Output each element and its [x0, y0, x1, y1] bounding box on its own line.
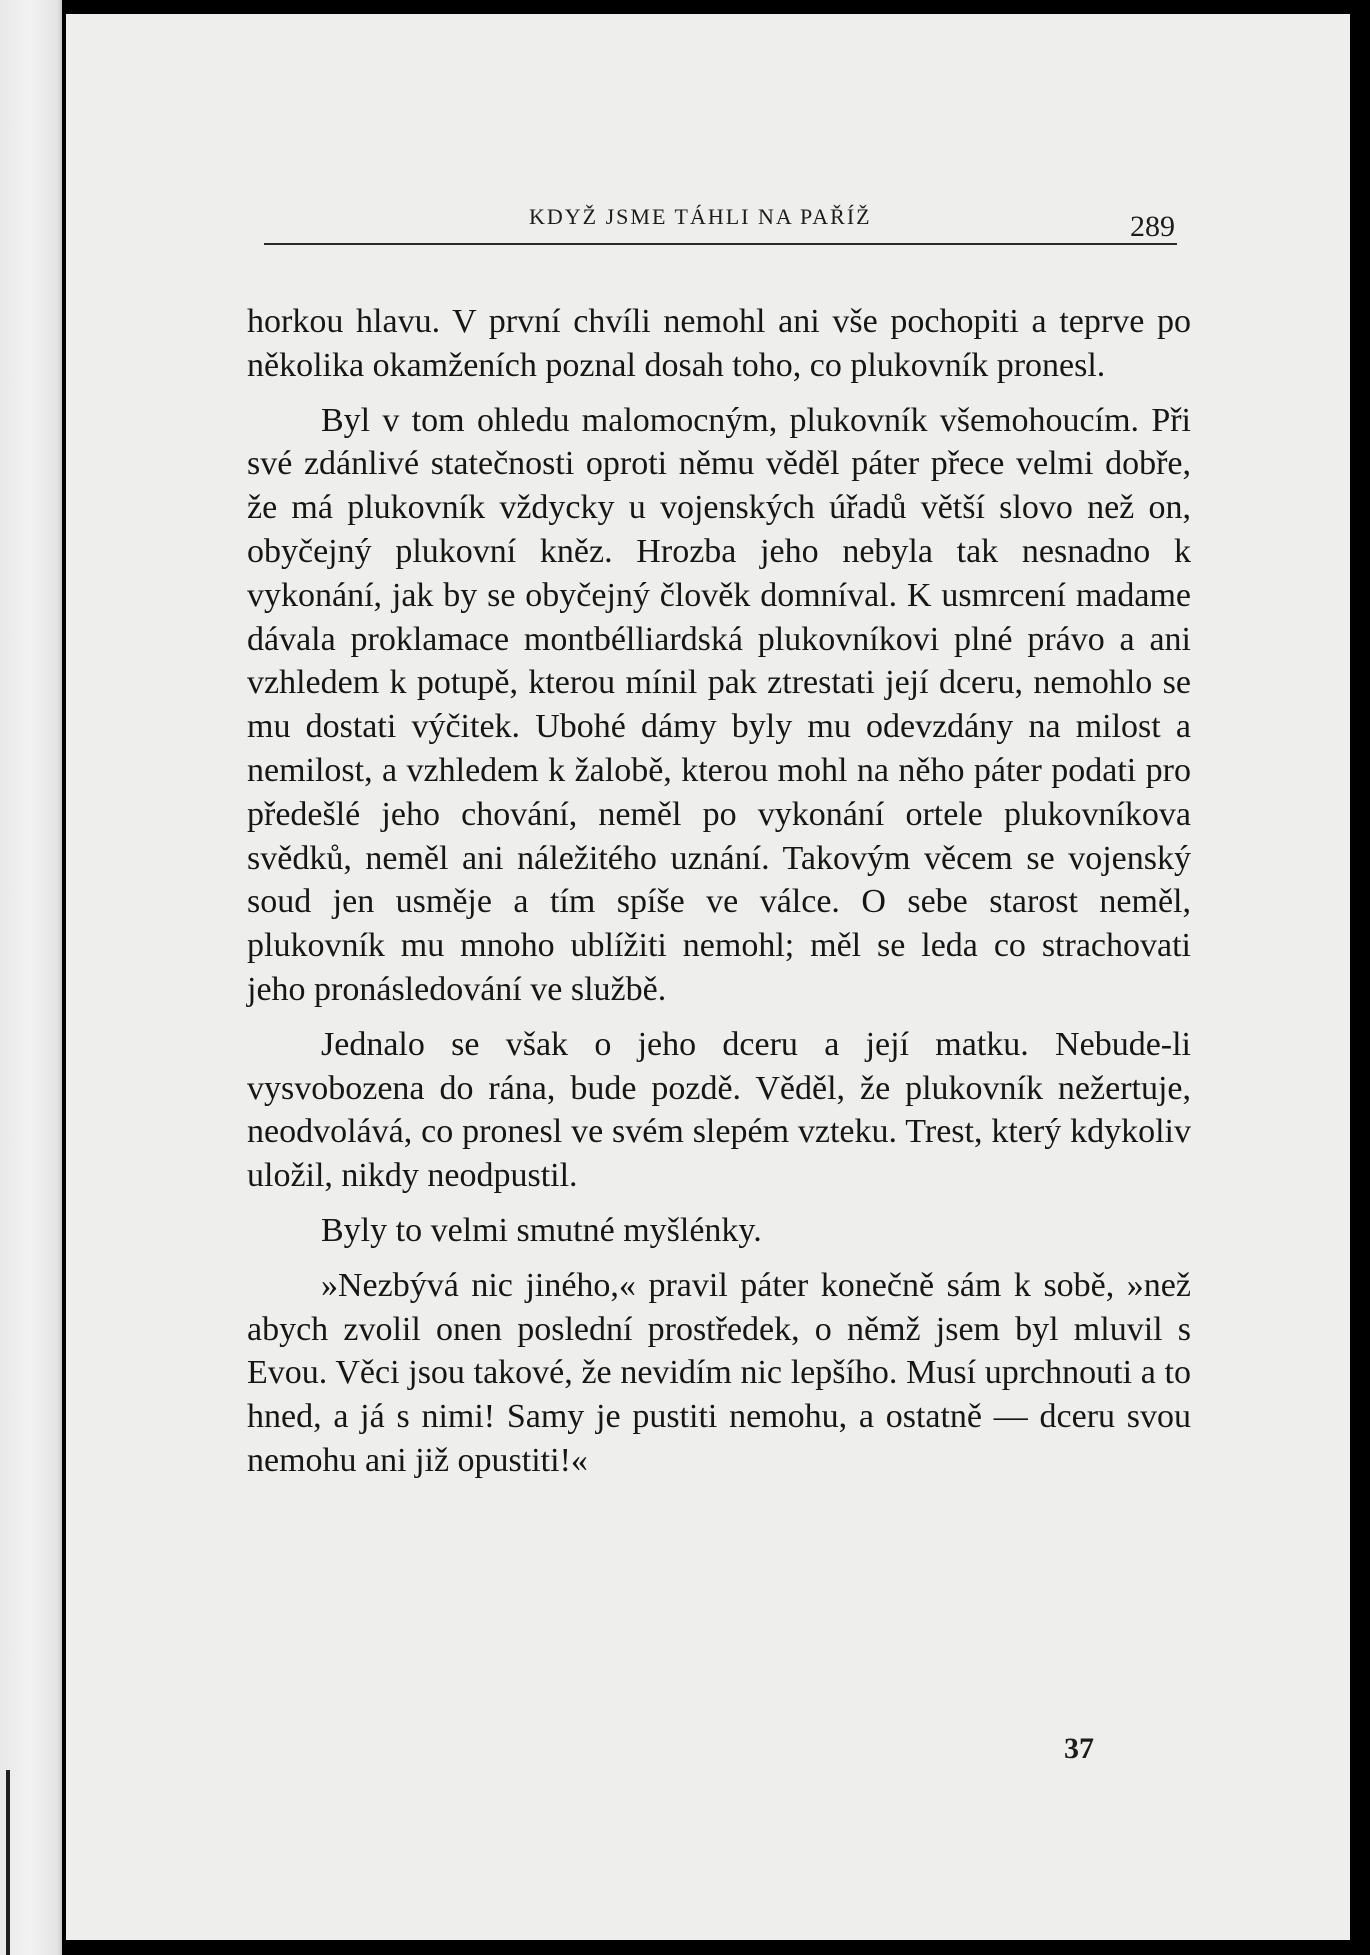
paragraph: Byly to velmi smutné myšlénky. — [321, 1211, 762, 1249]
running-title: KDYŽ JSME TÁHLI NA PAŘÍŽ — [529, 204, 872, 229]
header-rule — [264, 243, 1177, 245]
previous-page-edge — [0, 0, 62, 1955]
paragraph: Jednalo se však o jeho dceru a její matku. Nebude-li vysvobozena do rána, bude pozdě. Věděl, že plukovník nežertuje, neodvolává, co pronesl ve svém slepém vzteku. Trest, který kdykoliv uložil, nikdy neodpustil. — [247, 1025, 1191, 1195]
page-number: 289 — [1130, 210, 1175, 243]
signature-mark: 37 — [1064, 1732, 1094, 1765]
paragraph: »Nezbývá nic jiného,« pravil páter konečně sám k sobě, »než abych zvolil onen poslední prostředek, o němž jsem byl mluvil s Evou. Věci jsou takové, že nevidím nic lepšího. Musí uprchnouti a to hned, a já s nimi! Samy je pustiti nemohu, a ostatně — dceru svou nemohu ani již opustiti!« — [247, 1266, 1191, 1479]
paragraph-continued: horkou hlavu. V první chvíli nemohl ani vše pochopiti a teprve po několika okamženích poznal dosah toho, co plukovník pronesl. — [247, 303, 1191, 384]
paragraph: Byl v tom ohledu malomocným, plukovník všemohoucím. Při své zdánlivé statečnosti oproti němu věděl páter přece velmi dobře, že má plukovník vždycky u vojenských úřadů větší slovo než on, obyčejný plukovní kněz. Hrozba jeho nebyla tak nesnadno k vykonání, jak by se obyčejný člověk domníval. K usmrcení madame dávala proklamace montbélliardská plukovníkovi plné právo a ani vzhledem k potupě, kterou mínil pak ztrestati její dceru, nemohlo se mu dostati výčitek. Ubohé dámy byly mu odevzdány na milost a nemilost, a vzhledem k žalobě, kterou mohl na něho páter podati pro předešlé jeho chování, neměl po vykonání ortele plukovníkova svědků, neměl ani náležitého uznání. Takovým věcem se vojenský soud jen usměje a tím spíše ve válce. O sebe starost neměl, plukovník mu mnoho ublížiti nemohl; měl se leda co strachovati jeho pronásledování ve službě. — [247, 401, 1191, 1008]
book-page — [66, 14, 1350, 1940]
binding-crease — [6, 1770, 10, 1955]
body-text — [247, 300, 1191, 1494]
